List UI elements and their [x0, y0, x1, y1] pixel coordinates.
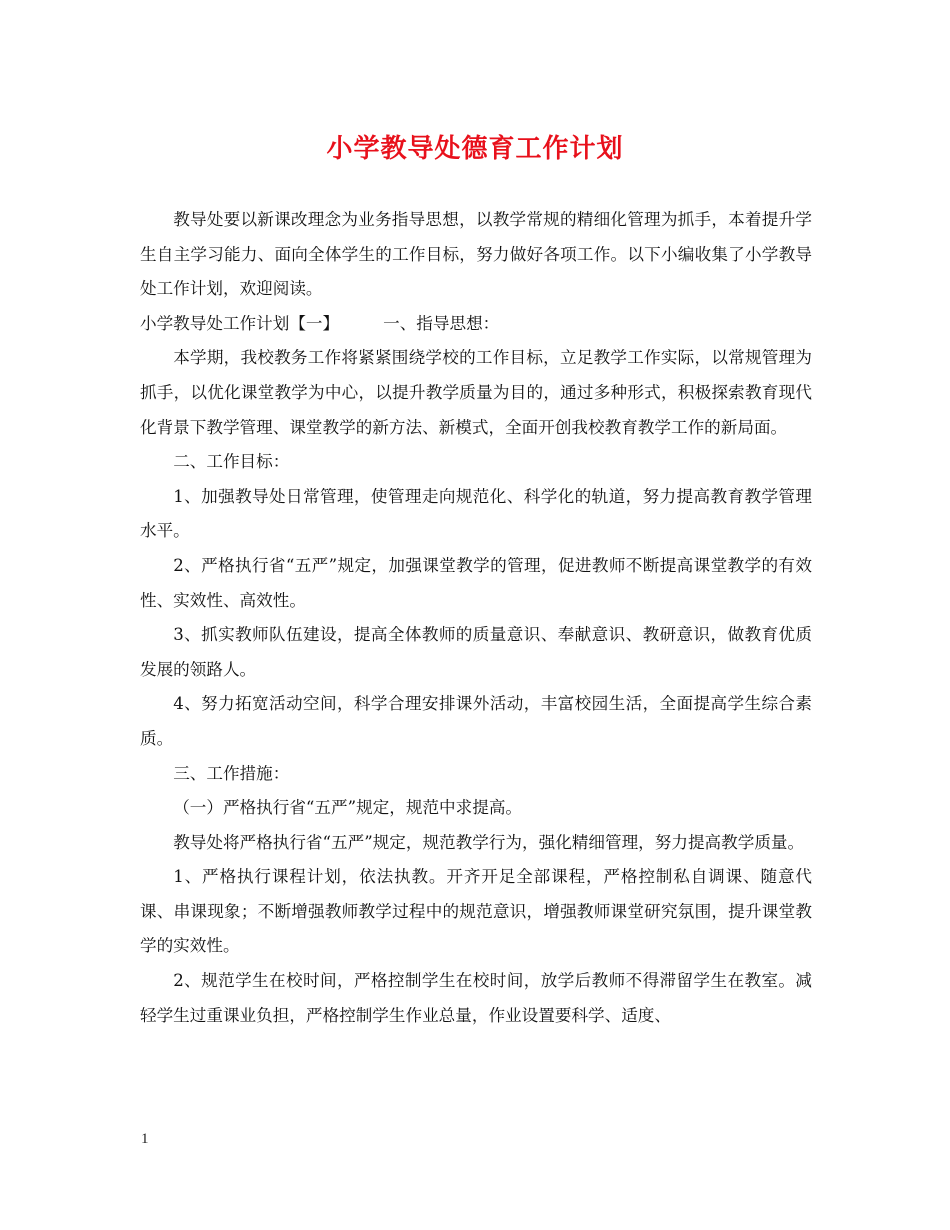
- paragraph-guiding-thought: 本学期，我校教务工作将紧紧围绕学校的工作目标，立足教学工作实际，以常规管理为抓手，以优化课堂教学为中心，以提升教学质量为目的，通过多种形式，积极探索教育现代化背景下教学管理、课堂教学的新方法、新模式，全面开创我校教育教学工作的新局面。: [140, 348, 812, 437]
- section-heading-line: [140, 307, 812, 342]
- page-number: 1: [141, 1131, 149, 1147]
- heading-work-measures: 三、工作措施：: [173, 763, 290, 783]
- paragraph-goal-4: 4、努力拓宽活动空间，科学合理安排课外活动，丰富校园生活，全面提高学生综合素质。: [140, 694, 812, 748]
- subheading-measure-1: （一）严格执行省“五严”规定，规范中求提高。: [173, 798, 523, 818]
- paragraph-measure-item-1: 1、严格执行课程计划，依法执教。开齐开足全部课程，严格控制私自调课、随意代课、串课现象；不断增强教师教学过程中的规范意识，增强教师课堂研究氛围，提升课堂教学的实效性。: [140, 867, 812, 956]
- section-first-heading: 一、指导思想：: [383, 313, 500, 333]
- document-title: 小学教导处德育工作计划: [326, 134, 624, 164]
- paragraph-measure-item-2: 2、规范学生在校时间，严格控制学生在校时间，放学后教师不得滞留学生在教室。减轻学生过重课业负担，严格控制学生作业总量，作业设置要科学、适度、: [140, 971, 812, 1025]
- paragraph-goal-2: 2、严格执行省“五严”规定，加强课堂教学的管理，促进教师不断提高课堂教学的有效性、实效性、高效性。: [140, 555, 812, 610]
- paragraph-intro: 教导处要以新课改理念为业务指导思想，以教学常规的精细化管理为抓手，本着提升学生自主学习能力、面向全体学生的工作目标，努力做好各项工作。以下小编收集了小学教导处工作计划，欢迎阅读。: [140, 210, 812, 299]
- paragraph-goal-1: 1、加强教导处日常管理，使管理走向规范化、科学化的轨道，努力提高教育教学管理水平。: [140, 486, 812, 541]
- document-body: [140, 203, 812, 1033]
- paragraph-measure-intro: 教导处将严格执行省“五严”规定，规范教学行为，强化精细管理，努力提高教学质量。: [173, 832, 805, 852]
- heading-work-goals: 二、工作目标：: [173, 452, 290, 472]
- section-label: 小学教导处工作计划【一】: [140, 313, 340, 333]
- paragraph-goal-3: 3、抓实教师队伍建设，提高全体教师的质量意识、奉献意识、教研意识，做教育优质发展的领路人。: [140, 625, 812, 679]
